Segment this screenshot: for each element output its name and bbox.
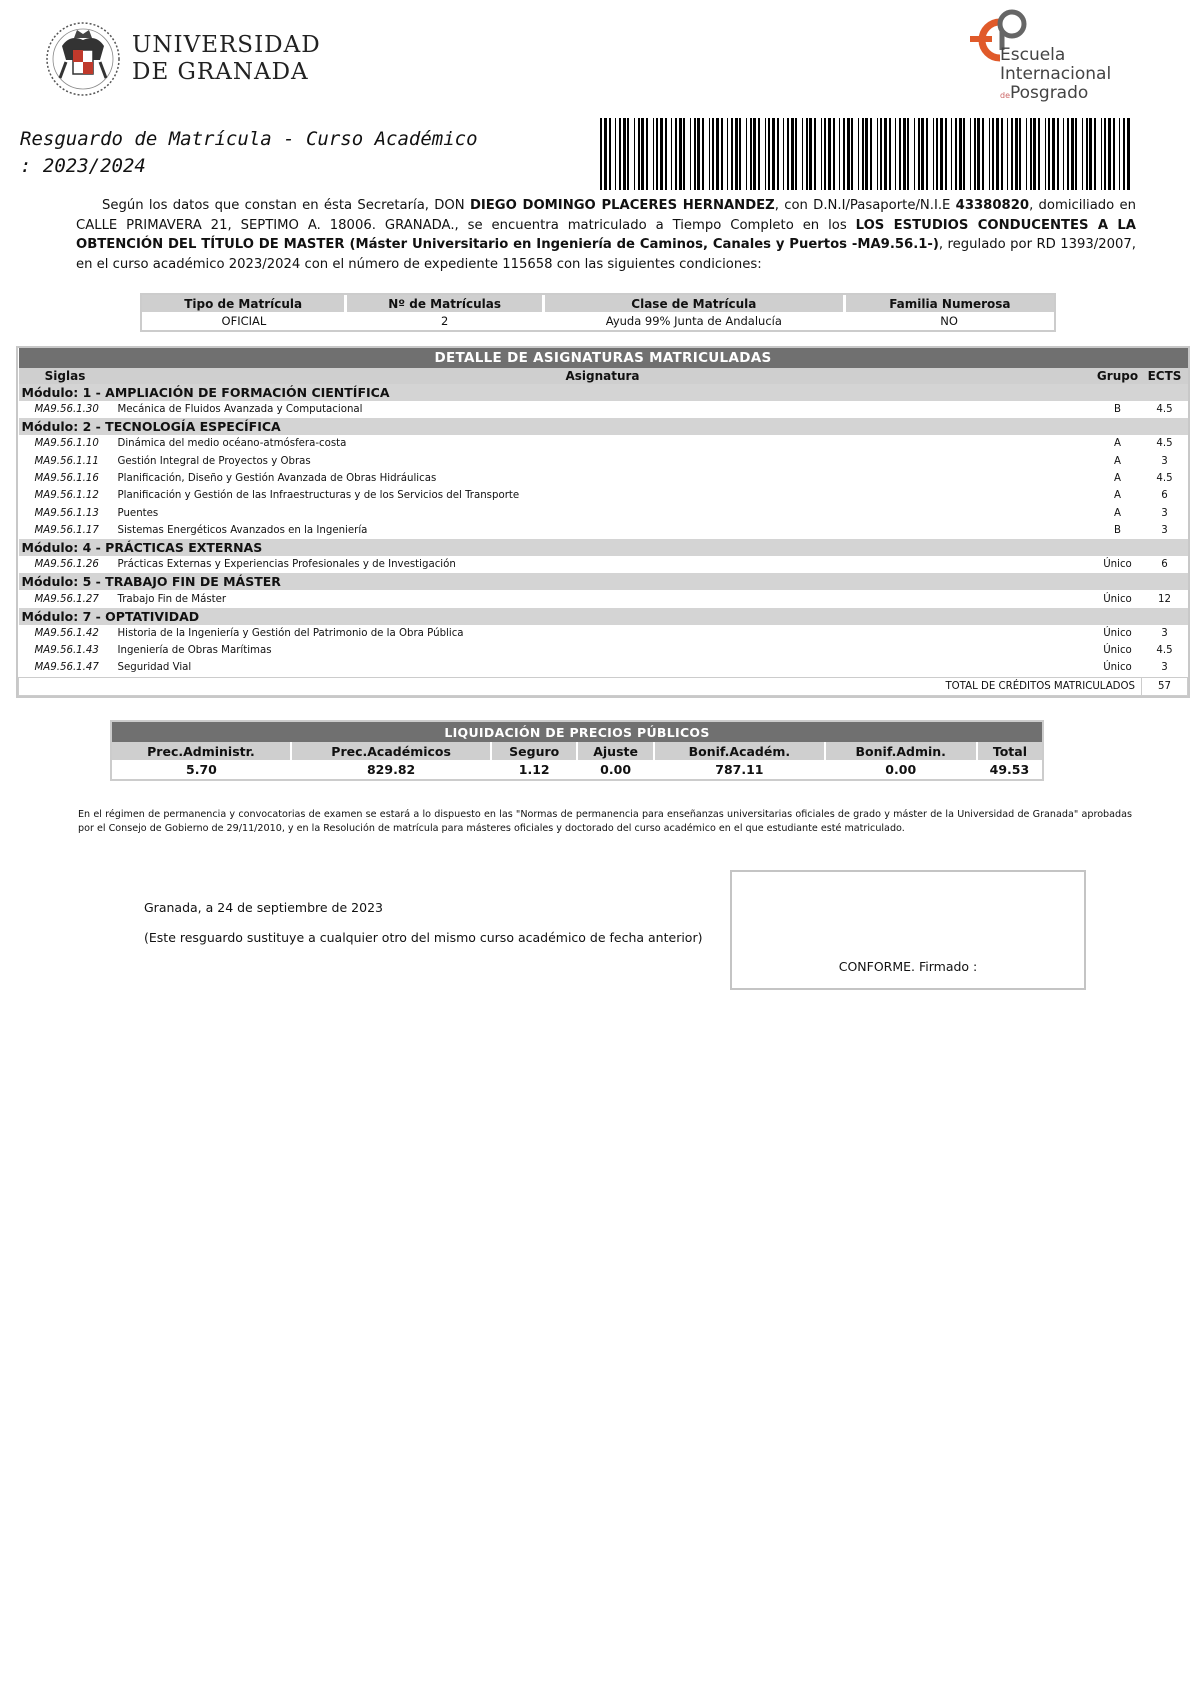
course-code: MA9.56.1.47 (34, 662, 99, 674)
statement-text-2: , con D.N.I/Pasaporte/N.I.E (774, 198, 956, 213)
course-row (19, 487, 1188, 504)
courses-table (16, 346, 1190, 698)
school-name-prefix: de (1000, 91, 1010, 100)
course-row (19, 556, 1188, 573)
course-code: MA9.56.1.12 (34, 490, 99, 502)
validity-note: (Este resguardo sustituye a cualquier otro del mismo curso académico de fecha anterior) (144, 930, 703, 945)
fee-header: Total (977, 742, 1042, 760)
course-ects: 3 (1161, 524, 1168, 536)
courses-title: DETALLE DE ASIGNATURAS MATRICULADAS (19, 348, 1188, 368)
course-ects: 3 (1161, 507, 1168, 519)
module-title: Módulo: 4 - PRÁCTICAS EXTERNAS (19, 539, 1188, 556)
course-group: B (1114, 404, 1121, 416)
university-seal-icon (44, 16, 122, 102)
module-title: Módulo: 5 - TRABAJO FIN DE MÁSTER (19, 573, 1188, 590)
course-name: Puentes (117, 507, 159, 519)
course-group: Único (1103, 593, 1132, 605)
fee-header: Prec.Administr. (112, 742, 291, 760)
credits-total-label: TOTAL DE CRÉDITOS MATRICULADOS (19, 677, 1142, 695)
credits-total-row (19, 677, 1188, 695)
fee-header: Bonif.Académ. (654, 742, 825, 760)
course-row (19, 504, 1188, 521)
summary-header: Familia Numerosa (844, 295, 1054, 312)
fee-header: Ajuste (577, 742, 654, 760)
module-header-row (19, 573, 1188, 590)
enrollment-statement (76, 196, 1136, 274)
fee-header: Seguro (491, 742, 577, 760)
course-name: Gestión Integral de Proyectos y Obras (117, 455, 311, 467)
student-id: 43380820 (955, 198, 1030, 213)
course-ects: 12 (1158, 593, 1171, 605)
large-family: NO (940, 314, 958, 328)
module-title: Módulo: 2 - TECNOLOGÍA ESPECÍFICA (19, 418, 1188, 435)
school-name-line2: Internacional (1000, 64, 1112, 84)
course-row (19, 435, 1188, 452)
course-code: MA9.56.1.43 (34, 645, 99, 657)
course-code: MA9.56.1.42 (34, 627, 99, 639)
course-name: Sistemas Energéticos Avanzados en la Ingeniería (117, 524, 368, 536)
university-name-line2: DE GRANADA (132, 59, 309, 85)
column-header-subject: Asignatura (112, 368, 1094, 384)
fees-value-row (112, 760, 1042, 779)
summary-header: Clase de Matrícula (543, 295, 844, 312)
fees-title: LIQUIDACIÓN DE PRECIOS PÚBLICOS (112, 722, 1042, 742)
course-group: A (1114, 438, 1121, 450)
course-code: MA9.56.1.17 (34, 524, 99, 536)
statement-text-4: , regulado por RD 1393/2007, en el curso académico 2023/2024 con el número de expediente 115658 con las siguientes condiciones: (76, 237, 1136, 272)
enrollment-summary-table (140, 293, 1056, 332)
fee-adjustment: 0.00 (600, 762, 632, 777)
course-ects: 6 (1161, 559, 1168, 571)
course-code: MA9.56.1.16 (34, 473, 99, 485)
course-code: MA9.56.1.11 (34, 455, 99, 467)
course-row (19, 401, 1188, 418)
course-row (19, 590, 1188, 607)
module-header-row (19, 608, 1188, 625)
course-group: A (1114, 473, 1121, 485)
course-name: Planificación, Diseño y Gestión Avanzada de Obras Hidráulicas (117, 473, 437, 485)
place-and-date: Granada, a 24 de septiembre de 2023 (144, 900, 383, 915)
statement-text-1: Según los datos que constan en ésta Secretaría, DON (102, 198, 470, 213)
course-code: MA9.56.1.30 (34, 404, 99, 416)
studies-name: LOS ESTUDIOS CONDUCENTES A LA OBTENCIÓN DEL TÍTULO DE MASTER (Máster Universitario en Ingeniería de Caminos, Canales y Puertos -MA9.56.1-) (76, 217, 1136, 252)
fees-table (110, 720, 1044, 781)
course-code: MA9.56.1.27 (34, 593, 99, 605)
fee-insurance: 1.12 (518, 762, 550, 777)
credits-total-value: 57 (1142, 677, 1188, 695)
course-group: Único (1103, 559, 1132, 571)
summary-value-row (142, 312, 1054, 330)
summary-header: Tipo de Matrícula (142, 295, 346, 312)
enrollment-count: 2 (440, 314, 449, 328)
statement-text-3: , domiciliado en CALLE PRIMAVERA 21, SEPTIMO A. 18006. GRANADA., se encuentra matriculado a Tiempo Completo en los (76, 198, 1136, 233)
fee-admin: 5.70 (186, 762, 217, 777)
module-title: Módulo: 1 - AMPLIACIÓN DE FORMACIÓN CIENTÍFICA (19, 384, 1188, 401)
signature-label: CONFORME. Firmado : (838, 959, 978, 974)
course-row (19, 470, 1188, 487)
course-name: Seguridad Vial (117, 662, 192, 674)
fee-total: 49.53 (989, 762, 1030, 777)
course-ects: 4.5 (1156, 438, 1173, 450)
column-header-ects: ECTS (1142, 368, 1188, 384)
school-name-line1: Escuela (1000, 45, 1066, 65)
barcode (600, 118, 1130, 190)
fee-academic-discount: 787.11 (715, 762, 764, 777)
fee-academic: 829.82 (366, 762, 416, 777)
course-ects: 3 (1161, 627, 1168, 639)
summary-header: Nº de Matrículas (346, 295, 544, 312)
course-name: Ingeniería de Obras Marítimas (117, 645, 272, 657)
student-name: DIEGO DOMINGO PLACERES HERNANDEZ (469, 198, 775, 213)
course-ects: 4.5 (1156, 645, 1173, 657)
course-ects: 4.5 (1156, 404, 1173, 416)
course-row (19, 625, 1188, 642)
fees-header-row (112, 742, 1042, 760)
module-title: Módulo: 7 - OPTATIVIDAD (19, 608, 1188, 625)
signature-box (730, 870, 1086, 990)
regulations-note: En el régimen de permanencia y convocatorias de examen se estará a lo dispuesto en las "Normas de permanencia para enseñanzas universitarias oficiales de grado y máster de la Universidad de Granada" aprobadas por el Consejo de Gobierno de 29/11/2010, y en la Resolución de matrícula para másteres oficiales y doctorado del curso académico en el que estudiante esté matriculado. (78, 809, 1132, 834)
course-row (19, 659, 1188, 677)
courses-header-row (19, 368, 1188, 384)
course-name: Dinámica del medio océano-atmósfera-costa (117, 438, 347, 450)
university-logo (44, 16, 344, 106)
enrollment-type: OFICIAL (221, 314, 267, 328)
course-name: Planificación y Gestión de las Infraestructuras y de los Servicios del Transporte (117, 490, 520, 502)
fee-header: Prec.Académicos (291, 742, 491, 760)
course-group: A (1114, 455, 1121, 467)
column-header-code: Siglas (19, 368, 112, 384)
course-row (19, 522, 1188, 539)
course-code: MA9.56.1.10 (34, 438, 99, 450)
course-group: Único (1103, 627, 1132, 639)
module-header-row (19, 384, 1188, 401)
column-header-group: Grupo (1094, 368, 1142, 384)
course-name: Mecánica de Fluidos Avanzada y Computacional (117, 404, 363, 416)
university-name-line1: UNIVERSIDAD (132, 32, 321, 58)
course-ects: 3 (1161, 455, 1168, 467)
school-logo (960, 8, 1120, 104)
fee-header: Bonif.Admin. (825, 742, 977, 760)
course-code: MA9.56.1.26 (34, 559, 99, 571)
course-name: Historia de la Ingeniería y Gestión del Patrimonio de la Obra Pública (117, 627, 464, 639)
module-header-row (19, 539, 1188, 556)
course-name: Prácticas Externas y Experiencias Profesionales y de Investigación (117, 559, 456, 571)
course-group: B (1114, 524, 1121, 536)
course-row (19, 642, 1188, 659)
fee-admin-discount: 0.00 (885, 762, 917, 777)
document-title: Resguardo de Matrícula - Curso Académico : 2023/2024 (20, 128, 478, 177)
course-group: Único (1103, 662, 1132, 674)
course-name: Trabajo Fin de Máster (117, 593, 227, 605)
course-row (19, 453, 1188, 470)
module-header-row (19, 418, 1188, 435)
course-group: A (1114, 490, 1121, 502)
course-ects: 4.5 (1156, 473, 1173, 485)
course-group: Único (1103, 645, 1132, 657)
enrollment-class: Ayuda 99% Junta de Andalucía (605, 314, 782, 328)
course-code: MA9.56.1.13 (34, 507, 99, 519)
summary-header-row (142, 295, 1054, 312)
course-group: A (1114, 507, 1121, 519)
school-name-line3: Posgrado (1010, 83, 1089, 103)
course-ects: 3 (1161, 662, 1168, 674)
course-ects: 6 (1161, 490, 1168, 502)
